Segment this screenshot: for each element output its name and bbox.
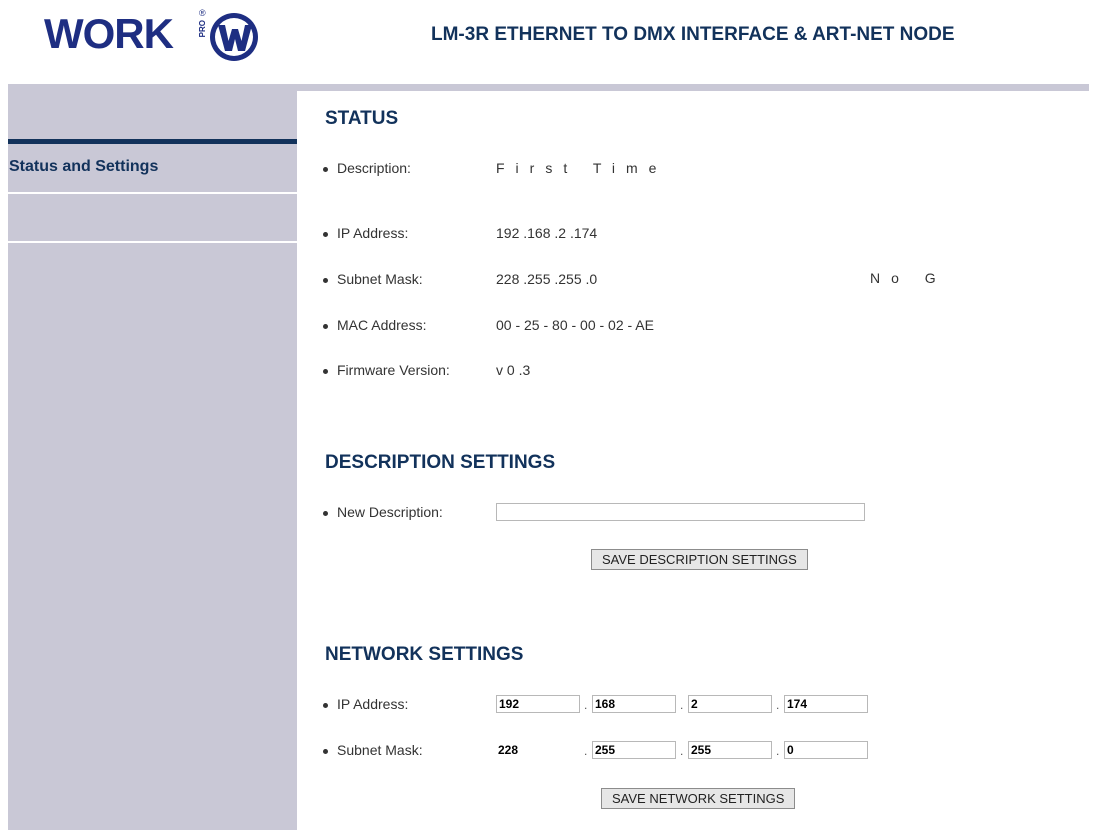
- subnet-octet-1-input[interactable]: [496, 741, 580, 759]
- network-settings-title: NETWORK SETTINGS: [325, 644, 524, 665]
- work-pro-logo[interactable]: [44, 8, 260, 60]
- description-settings-title: DESCRIPTION SETTINGS: [325, 452, 556, 473]
- status-section-title: STATUS: [325, 108, 399, 129]
- ip-separator: .: [584, 698, 588, 712]
- ip-separator: .: [776, 698, 780, 712]
- subnet-octet-4-input[interactable]: [784, 741, 868, 759]
- subnet-separator: .: [584, 744, 588, 758]
- bullet-icon: [323, 749, 328, 754]
- bullet-icon: [323, 703, 328, 708]
- ip-octet-2-input[interactable]: [592, 695, 676, 713]
- subnet-mask-value: 228 .255 .255 .0: [496, 271, 598, 287]
- mac-address-value: 00 - 25 - 80 - 00 - 02 - AE: [496, 317, 654, 333]
- description-value-continued: No G: [870, 270, 947, 286]
- subnet-separator: .: [680, 744, 684, 758]
- firmware-version-value: v 0 .3: [496, 362, 531, 378]
- bullet-icon: [323, 511, 328, 516]
- sidebar: [8, 91, 297, 830]
- ip-octet-3-input[interactable]: [688, 695, 772, 713]
- sidebar-item-status-and-settings[interactable]: Status and Settings: [9, 158, 159, 175]
- bullet-icon: [323, 369, 328, 374]
- mac-address-label: MAC Address:: [337, 317, 427, 333]
- description-label: Description:: [337, 160, 411, 176]
- subnet-mask-label: Subnet Mask:: [337, 271, 423, 287]
- new-description-input[interactable]: [496, 503, 865, 521]
- logo-wordmark: WORK: [44, 10, 173, 57]
- save-network-settings-button[interactable]: SAVE NETWORK SETTINGS: [601, 788, 795, 809]
- new-description-label: New Description:: [337, 504, 443, 520]
- main-content: [297, 91, 1089, 830]
- sidebar-divider: [8, 241, 297, 243]
- ip-octet-1-input[interactable]: [496, 695, 580, 713]
- logo-registered-mark: ®: [199, 8, 206, 18]
- page-title: LM-3R ETHERNET TO DMX INTERFACE & ART-NET NODE: [431, 24, 955, 45]
- bullet-icon: [323, 232, 328, 237]
- subnet-octet-3-input[interactable]: [688, 741, 772, 759]
- bullet-icon: [323, 278, 328, 283]
- firmware-version-label: Firmware Version:: [337, 362, 450, 378]
- ip-address-label: IP Address:: [337, 225, 409, 241]
- ip-octet-4-input[interactable]: [784, 695, 868, 713]
- ip-separator: .: [680, 698, 684, 712]
- description-value: First Time: [496, 160, 668, 176]
- ip-address-value: 192 .168 .2 .174: [496, 225, 598, 241]
- sidebar-divider: [8, 192, 297, 194]
- network-ip-address-label: IP Address:: [337, 696, 409, 712]
- bullet-icon: [323, 324, 328, 329]
- network-subnet-mask-label: Subnet Mask:: [337, 742, 423, 758]
- subnet-octet-2-input[interactable]: [592, 741, 676, 759]
- bullet-icon: [323, 167, 328, 172]
- save-description-settings-button[interactable]: SAVE DESCRIPTION SETTINGS: [591, 549, 808, 570]
- logo-pro-text: PRO: [198, 20, 207, 38]
- logo-w-circle-icon: [208, 11, 260, 63]
- subnet-separator: .: [776, 744, 780, 758]
- header-divider-bar: [8, 84, 1089, 91]
